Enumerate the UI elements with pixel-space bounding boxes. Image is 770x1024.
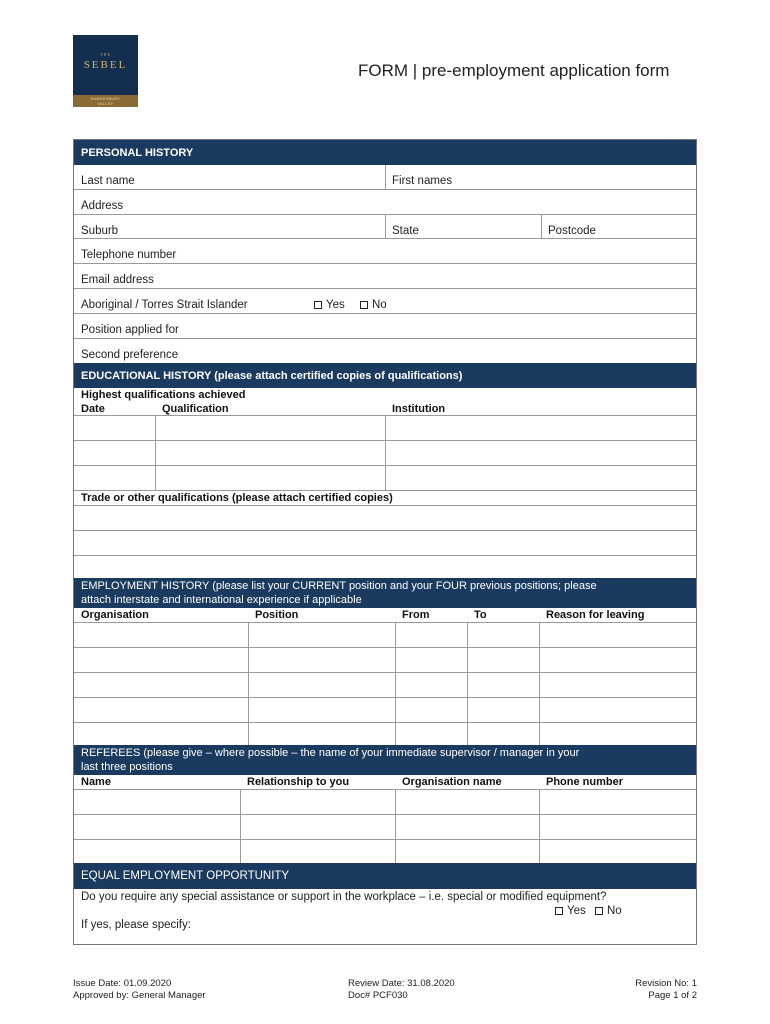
col-divider: [155, 416, 156, 440]
eeo-specify-label: If yes, please specify:: [81, 919, 191, 931]
eeo-yes-option[interactable]: [555, 905, 586, 917]
checkbox-icon[interactable]: [360, 301, 368, 309]
aboriginal-no-option[interactable]: [360, 299, 387, 311]
referee-row-3[interactable]: [74, 840, 696, 863]
col-divider: [539, 815, 540, 839]
trade-qualifications-row: [74, 491, 696, 506]
personal-history-title: PERSONAL HISTORY: [81, 147, 194, 159]
suburb-label: Suburb: [81, 225, 119, 237]
col-divider: [467, 623, 468, 647]
col-divider: [395, 673, 396, 697]
trade-row-2[interactable]: [74, 531, 696, 556]
employment-row-2[interactable]: [74, 648, 696, 673]
col-organisation: Organisation: [81, 609, 149, 621]
education-title: EDUCATIONAL HISTORY (please attach certified copies of qualifications): [81, 370, 463, 382]
approved-by: Approved by: General Manager: [73, 990, 206, 1001]
col-divider: [248, 673, 249, 697]
address-row[interactable]: [74, 190, 696, 215]
col-institution: Institution: [392, 403, 446, 415]
suburb-divider: [385, 215, 386, 238]
col-divider: [539, 840, 540, 863]
col-divider: [467, 673, 468, 697]
col-divider: [248, 648, 249, 672]
highest-qualifications-label: Highest qualifications achieved: [81, 389, 246, 401]
col-from: From: [402, 609, 430, 621]
suburb-row: [74, 215, 696, 239]
employment-title-line1: EMPLOYMENT HISTORY (please list your CURRENT position and your FOUR previous positions; please: [81, 580, 597, 592]
checkbox-icon[interactable]: [555, 907, 563, 915]
review-date: Review Date: 31.08.2020: [348, 978, 455, 989]
col-qualification: Qualification: [162, 403, 229, 415]
col-divider: [395, 623, 396, 647]
employment-row-4[interactable]: [74, 698, 696, 723]
col-divider: [395, 815, 396, 839]
aboriginal-yes-label: Yes: [326, 299, 345, 311]
logo-name-text: SEBEL: [83, 59, 128, 71]
col-divider: [539, 673, 540, 697]
state-divider: [541, 215, 542, 238]
col-divider: [395, 723, 396, 745]
aboriginal-no-label: No: [372, 299, 387, 311]
eeo-header: [74, 863, 696, 889]
referees-title-line2: last three positions: [81, 761, 173, 773]
col-divider: [395, 698, 396, 722]
col-divider: [467, 648, 468, 672]
education-row-2[interactable]: [74, 441, 696, 466]
checkbox-icon[interactable]: [314, 301, 322, 309]
employment-row-5[interactable]: [74, 723, 696, 745]
last-name-label: Last name: [81, 175, 135, 187]
col-name: Name: [81, 776, 111, 788]
employment-header: [74, 578, 696, 608]
name-divider: [385, 165, 386, 189]
referees-header: [74, 745, 696, 775]
employment-row-3[interactable]: [74, 673, 696, 698]
col-divider: [248, 723, 249, 745]
aboriginal-row: [74, 289, 696, 314]
email-row[interactable]: [74, 264, 696, 289]
eeo-no-label: No: [607, 905, 622, 917]
application-form: [73, 139, 697, 945]
eeo-no-option[interactable]: [595, 905, 622, 917]
issue-date: Issue Date: 01.09.2020: [73, 978, 172, 989]
col-divider: [240, 790, 241, 814]
referees-columns-row: [74, 775, 696, 790]
col-date: Date: [81, 403, 105, 415]
telephone-row[interactable]: [74, 239, 696, 264]
trade-row-3[interactable]: [74, 556, 696, 578]
col-divider: [539, 698, 540, 722]
employment-title-line2: attach interstate and international experience if applicable: [81, 594, 362, 606]
col-relationship: Relationship to you: [247, 776, 350, 788]
second-preference-row[interactable]: [74, 339, 696, 363]
col-phone-number: Phone number: [546, 776, 624, 788]
col-divider: [155, 441, 156, 465]
logo-sub-text-2: VALLEY: [97, 102, 114, 106]
education-row-3[interactable]: [74, 466, 696, 491]
col-divider: [240, 840, 241, 863]
footer-left: [73, 978, 206, 1002]
col-divider: [395, 790, 396, 814]
footer-center: [348, 978, 455, 1002]
col-reason-for-leaving: Reason for leaving: [546, 609, 645, 621]
state-label: State: [392, 225, 419, 237]
education-header: [74, 363, 696, 388]
col-organisation-name: Organisation name: [402, 776, 502, 788]
col-divider: [385, 416, 386, 440]
education-row-1[interactable]: [74, 416, 696, 441]
logo-the-text: THE: [100, 52, 111, 57]
col-divider: [385, 441, 386, 465]
col-divider: [395, 648, 396, 672]
checkbox-icon[interactable]: [595, 907, 603, 915]
aboriginal-yes-option[interactable]: [314, 299, 345, 311]
name-row: [74, 165, 696, 190]
eeo-title: EQUAL EMPLOYMENT OPPORTUNITY: [81, 870, 290, 882]
aboriginal-label: Aboriginal / Torres Strait Islander: [81, 299, 248, 311]
page-title: FORM | pre-employment application form: [358, 61, 670, 80]
col-divider: [467, 698, 468, 722]
col-divider: [395, 840, 396, 863]
postcode-label: Postcode: [548, 225, 596, 237]
referees-title-line1: REFEREES (please give – where possible – the name of your immediate supervisor / manager in your: [81, 747, 580, 759]
position-applied-label: Position applied for: [81, 324, 179, 336]
referee-row-1[interactable]: [74, 790, 696, 815]
first-names-label: First names: [392, 175, 453, 187]
revision-number: Revision No: 1: [635, 978, 697, 989]
telephone-label: Telephone number: [81, 249, 177, 261]
col-position: Position: [255, 609, 299, 621]
doc-number: Doc# PCF030: [348, 990, 408, 1001]
position-row[interactable]: [74, 314, 696, 339]
col-divider: [467, 723, 468, 745]
col-divider: [155, 466, 156, 490]
referee-row-2[interactable]: [74, 815, 696, 840]
eeo-body: [74, 889, 696, 944]
trade-row-1[interactable]: [74, 506, 696, 531]
col-divider: [539, 723, 540, 745]
col-divider: [539, 648, 540, 672]
education-columns-row: [74, 388, 696, 416]
col-divider: [539, 623, 540, 647]
col-divider: [240, 815, 241, 839]
eeo-question: Do you require any special assistance or support in the workplace – i.e. special or modified equipment?: [81, 891, 607, 903]
personal-history-header: [74, 140, 696, 165]
col-divider: [248, 623, 249, 647]
col-divider: [539, 790, 540, 814]
col-divider: [385, 466, 386, 490]
page-number: Page 1 of 2: [648, 990, 697, 1001]
second-preference-label: Second preference: [81, 349, 179, 361]
col-to: To: [474, 609, 487, 621]
logo-sub-text-1: HAWKESBURY: [90, 97, 121, 101]
sebel-logo: [73, 35, 138, 107]
footer-right: [635, 978, 697, 1002]
employment-columns-row: [74, 608, 696, 623]
eeo-yes-label: Yes: [567, 905, 586, 917]
trade-qualifications-label: Trade or other qualifications (please attach certified copies): [81, 492, 393, 504]
email-label: Email address: [81, 274, 154, 286]
col-divider: [248, 698, 249, 722]
address-label: Address: [81, 200, 124, 212]
employment-row-1[interactable]: [74, 623, 696, 648]
